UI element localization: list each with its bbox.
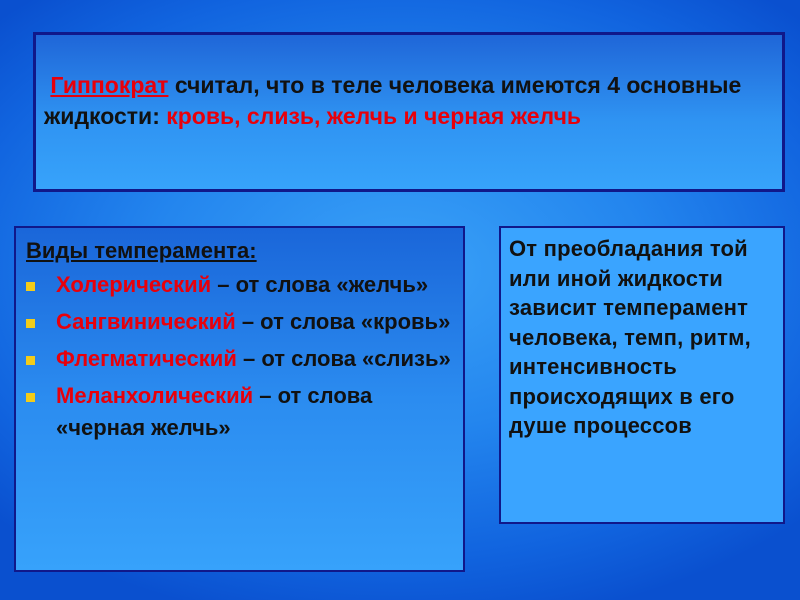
- intro-statement: считал, что в теле человека имеются 4 основные жидкости:: [44, 72, 742, 129]
- intro-box: [33, 32, 785, 192]
- list-item-phlegmatic: [26, 343, 453, 375]
- square-bullet-icon: [26, 319, 35, 328]
- temperament-origin: – от слова «слизь»: [236, 346, 451, 371]
- temperament-name: Меланхолический: [56, 383, 254, 408]
- list-item-melancholic: [26, 380, 453, 444]
- temperament-name: Сангвинический: [56, 309, 236, 334]
- temperament-list: [26, 269, 453, 444]
- list-item-choleric: [26, 269, 453, 301]
- temperament-types-box: [14, 226, 465, 572]
- temperament-types-heading: Виды темперамента:: [26, 238, 257, 263]
- hippocrates-link[interactable]: Гиппократ: [50, 72, 169, 98]
- square-bullet-icon: [26, 393, 35, 402]
- temperament-origin: – от слова «желчь»: [211, 272, 429, 297]
- temperament-origin: – от слова «кровь»: [235, 309, 451, 334]
- list-item-sanguine: [26, 306, 453, 338]
- fluids-list: кровь, слизь, желчь и черная желчь: [166, 103, 582, 129]
- square-bullet-icon: [26, 282, 35, 291]
- fluid-dependency-note: [499, 226, 785, 524]
- temperament-name: Холерический: [56, 272, 212, 297]
- temperament-name: Флегматический: [56, 346, 237, 371]
- note-text: От преобладания той или иной жидкости зависит темперамент человека, темп, ритм, интенсивность происходящих в его душе процессов: [509, 236, 751, 438]
- intro-text: [44, 72, 741, 129]
- temperament-origin: – от слова «черная желчь»: [56, 383, 373, 440]
- square-bullet-icon: [26, 356, 35, 365]
